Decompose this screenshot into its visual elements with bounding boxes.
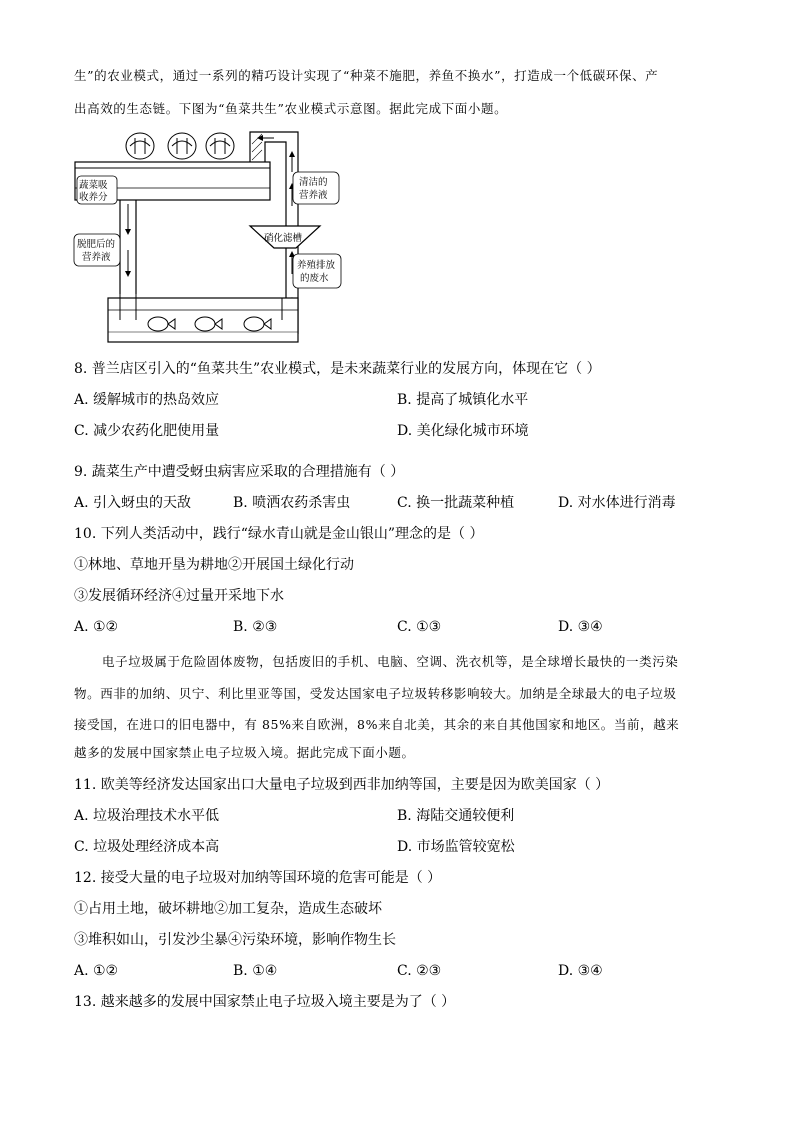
question-12-item-1: ①占用土地，破坏耕地②加工复杂，造成生态破坏 — [74, 901, 382, 917]
question-12-option-b[interactable]: B. ①④ — [233, 963, 278, 979]
question-12-option-d[interactable]: D. ③④ — [558, 963, 603, 979]
label-absorb-2: 收养分 — [79, 192, 108, 203]
intro2-line-1: 电子垃圾属于危险固体废物，包括废旧的手机、电脑、空调、洗衣机等，是全球增长最快的一类污染 — [102, 654, 679, 669]
question-11-option-c[interactable]: C. 垃圾处理经济成本高 — [74, 839, 220, 855]
question-9-option-d[interactable]: D. 对水体进行消毒 — [558, 495, 676, 511]
intro2-line-2: 物。西非的加纳、贝宁、利比里亚等国，受发达国家电子垃圾转移影响较大。加纳是全球最大的电子垃圾 — [74, 686, 677, 701]
question-12-option-c[interactable]: C. ②③ — [397, 963, 442, 979]
intro-line-1: 生”的农业模式，通过一系列的精巧设计实现了“种菜不施肥，养鱼不换水”，打造成一个低碳环保、产 — [74, 68, 659, 83]
label-waste-2: 的废水 — [300, 273, 329, 284]
aquaponics-diagram — [60, 124, 350, 344]
label-waste-1: 养殖排放 — [297, 260, 336, 271]
label-clean-2: 营养液 — [299, 190, 328, 201]
intro2-line-4: 越多的发展中国家禁止电子垃圾入境。据此完成下面小题。 — [74, 745, 415, 760]
question-11-option-d[interactable]: D. 市场监管较宽松 — [397, 839, 515, 855]
intro2-line-3: 接受国，在进口的旧电器中，有 85%来自欧洲，8%来自北美，其余的来自其他国家和地区。当前，越来 — [74, 717, 680, 732]
question-10-option-a[interactable]: A. ①② — [74, 619, 119, 635]
question-9-option-c[interactable]: C. 换一批蔬菜种植 — [397, 495, 515, 511]
label-defat-2: 营养液 — [82, 252, 111, 263]
question-11-option-a[interactable]: A. 垃圾治理技术水平低 — [74, 808, 220, 824]
question-9-option-a[interactable]: A. 引入蚜虫的天敌 — [74, 495, 192, 511]
question-8-option-d[interactable]: D. 美化绿化城市环境 — [397, 423, 529, 439]
label-absorb-1: 蔬菜吸 — [79, 180, 108, 191]
label-clean-1: 清洁的 — [299, 177, 328, 188]
question-8-option-a[interactable]: A. 缓解城市的热岛效应 — [74, 392, 220, 408]
question-12-stem: 12. 接受大量的电子垃圾对加纳等国环境的危害可能是（ ） — [74, 870, 442, 886]
label-filter: 硝化滤槽 — [264, 233, 303, 244]
question-11-stem: 11. 欧美等经济发达国家出口大量电子垃圾到西非加纳等国，主要是因为欧美国家（ ） — [74, 777, 610, 793]
question-8-stem: 8. 普兰店区引入的“鱼菜共生”农业模式，是未来蔬菜行业的发展方向，体现在它（ ） — [74, 361, 601, 377]
question-10-option-c[interactable]: C. ①③ — [397, 619, 442, 635]
question-12-option-a[interactable]: A. ①② — [74, 963, 119, 979]
question-13-stem: 13. 越来越多的发展中国家禁止电子垃圾入境主要是为了（ ） — [74, 994, 456, 1010]
question-8-option-b[interactable]: B. 提高了城镇化水平 — [397, 392, 529, 408]
question-12-item-2: ③堆积如山，引发沙尘暴④污染环境，影响作物生长 — [74, 932, 396, 948]
question-10-item-1: ①林地、草地开垦为耕地②开展国土绿化行动 — [74, 557, 354, 573]
question-10-option-b[interactable]: B. ②③ — [233, 619, 278, 635]
intro-line-2: 出高效的生态链。下图为“鱼菜共生”农业模式示意图。据此完成下面小题。 — [74, 101, 508, 116]
question-10-option-d[interactable]: D. ③④ — [558, 619, 603, 635]
label-defat-1: 脱肥后的 — [77, 239, 116, 250]
question-9-stem: 9. 蔬菜生产中遭受蚜虫病害应采取的合理措施有（ ） — [74, 464, 405, 480]
question-10-stem: 10. 下列人类活动中，践行“绿水青山就是金山银山”理念的是（ ） — [74, 526, 484, 542]
question-11-option-b[interactable]: B. 海陆交通较便利 — [397, 808, 515, 824]
question-8-option-c[interactable]: C. 减少农药化肥使用量 — [74, 423, 220, 439]
question-9-option-b[interactable]: B. 喷洒农药杀害虫 — [233, 495, 351, 511]
question-10-item-2: ③发展循环经济④过量开采地下水 — [74, 588, 284, 604]
